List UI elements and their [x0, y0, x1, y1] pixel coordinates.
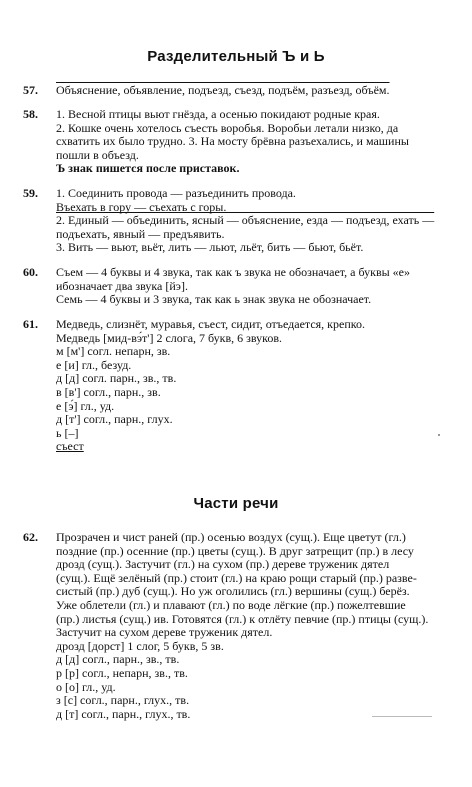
exercise-number: 57.	[23, 83, 38, 97]
exercise-57	[23, 84, 451, 98]
phonetic-line: д [д] согл., парн., зв., тв.	[56, 652, 180, 667]
exercise-number: 61.	[23, 317, 38, 331]
phonetic-line: м [м'] согл. непарн, зв.	[56, 344, 171, 359]
text-line: 1. Весной птицы вьют гнёзда, а осенью покидают родные края.	[56, 107, 380, 121]
rule-note: Ъ знак пишется после приставок.	[56, 161, 240, 176]
phonetic-line: д [т'] согл., парн., глух.	[56, 412, 173, 427]
text-line: пошли в объезд.	[56, 147, 139, 162]
phonetic-line: е [и] гл., безуд.	[56, 357, 132, 372]
text-line: 2. Кошке очень хотелось съесть воробья. Воробьи летали низко, да	[56, 120, 399, 135]
text-line: Застучит на сухом дереве труженик дятел.	[56, 625, 273, 640]
phonetic-line: д [д] согл. парн., зв., тв.	[56, 371, 177, 386]
text-line: Объяснение, объявление, подъезд, съезд, подъём, разъезд, объём.	[56, 83, 390, 97]
phonetic-line: в [в'] согл., парн., зв.	[56, 384, 161, 399]
text-line: 3. Вить — вьют, вьёт, лить — льют, льёт, бить — бьют, бьёт.	[56, 240, 364, 255]
exercise-59	[23, 187, 451, 255]
word-parse: съест	[56, 439, 84, 454]
text-line: систый (пр.) дуб (сущ.). Но уж оголились (гл.) вершины (сущ.) берёз.	[56, 584, 410, 599]
exercise-number: 58.	[23, 107, 38, 121]
exercise-number: 62.	[23, 530, 38, 544]
text-line: подъехать, явный — предъявить.	[56, 226, 225, 241]
text-line: Медведь [мид-вэ́т'] 2 слога, 7 букв, 6 звуков.	[56, 330, 283, 345]
exercise-61	[23, 318, 451, 454]
scan-speck	[438, 434, 440, 436]
exercise-58	[23, 108, 451, 176]
text-line: (сущ.). Ещё зелёный (пр.) стоит (гл.) на краю рощи старый (пр.) разве-	[56, 570, 417, 585]
exercise-number: 60.	[23, 265, 38, 279]
text-line: Медведь, слизнёт, муравья, съест, сидит, отъедается, крепко.	[56, 317, 365, 331]
text-line: схватить их было трудно. 3. На мосту брёвна разъехались, и машины	[56, 134, 409, 149]
text-line: Съем — 4 буквы и 4 звука, так как ъ звука не обозначает, а буквы «е»	[56, 265, 411, 279]
text-line: 1. Соединить провода — разъединить провода.	[56, 186, 296, 200]
text-line: дрозд (сущ.). Застучит (гл.) на сухом (пр.) дереве труженик дятел	[56, 557, 390, 572]
phonetic-line: ь [–]	[56, 425, 79, 440]
text-line: Уже облетели (гл.) и плавают (гл.) по воде лёгкие (пр.) пожелтевшие	[56, 597, 406, 612]
exercise-62	[23, 531, 451, 721]
section-title-parts-of-speech: Части речи	[193, 495, 279, 512]
phonetic-line: о [о] гл., уд.	[56, 679, 116, 694]
text-line: Прозрачен и чист раней (пр.) осенью воздух (сущ.). Еще цветут (гл.)	[56, 530, 406, 544]
phonetic-line: е [э́] гл., уд.	[56, 398, 115, 413]
section-title-separating-signs: Разделительный Ъ и Ь	[147, 48, 325, 65]
text-line: Въехать в гору — съехать с горы.	[56, 199, 227, 214]
phonetic-line: д [т] согл., парн., глух., тв.	[56, 706, 191, 721]
phonetic-line: дрозд [дорст] 1 слог, 5 букв, 5 зв.	[56, 638, 224, 653]
text-line: ибозначает два звука [йэ].	[56, 278, 188, 293]
text-line: поздние (пр.) осенние (пр.) цветы (сущ.). В друг затрещит (пр.) в лесу	[56, 543, 414, 558]
text-line: (пр.) листья (сущ.) ив. Готовятся (гл.) к отлёту певчие (пр.) птицы (сущ.).	[56, 611, 429, 626]
scan-speck	[372, 716, 432, 717]
phonetic-line: з [с] согл., парн., глух., тв.	[56, 693, 190, 708]
exercise-60	[23, 266, 451, 307]
text-line: 2. Единый — объединить, ясный — объяснение, езда — подъезд, ехать —	[56, 213, 435, 228]
text-line: Семь — 4 буквы и 3 звука, так как ь знак звука не обозначает.	[56, 292, 372, 307]
phonetic-line: р [р] согл., непарн, зв., тв.	[56, 665, 188, 680]
exercise-number: 59.	[23, 186, 38, 200]
